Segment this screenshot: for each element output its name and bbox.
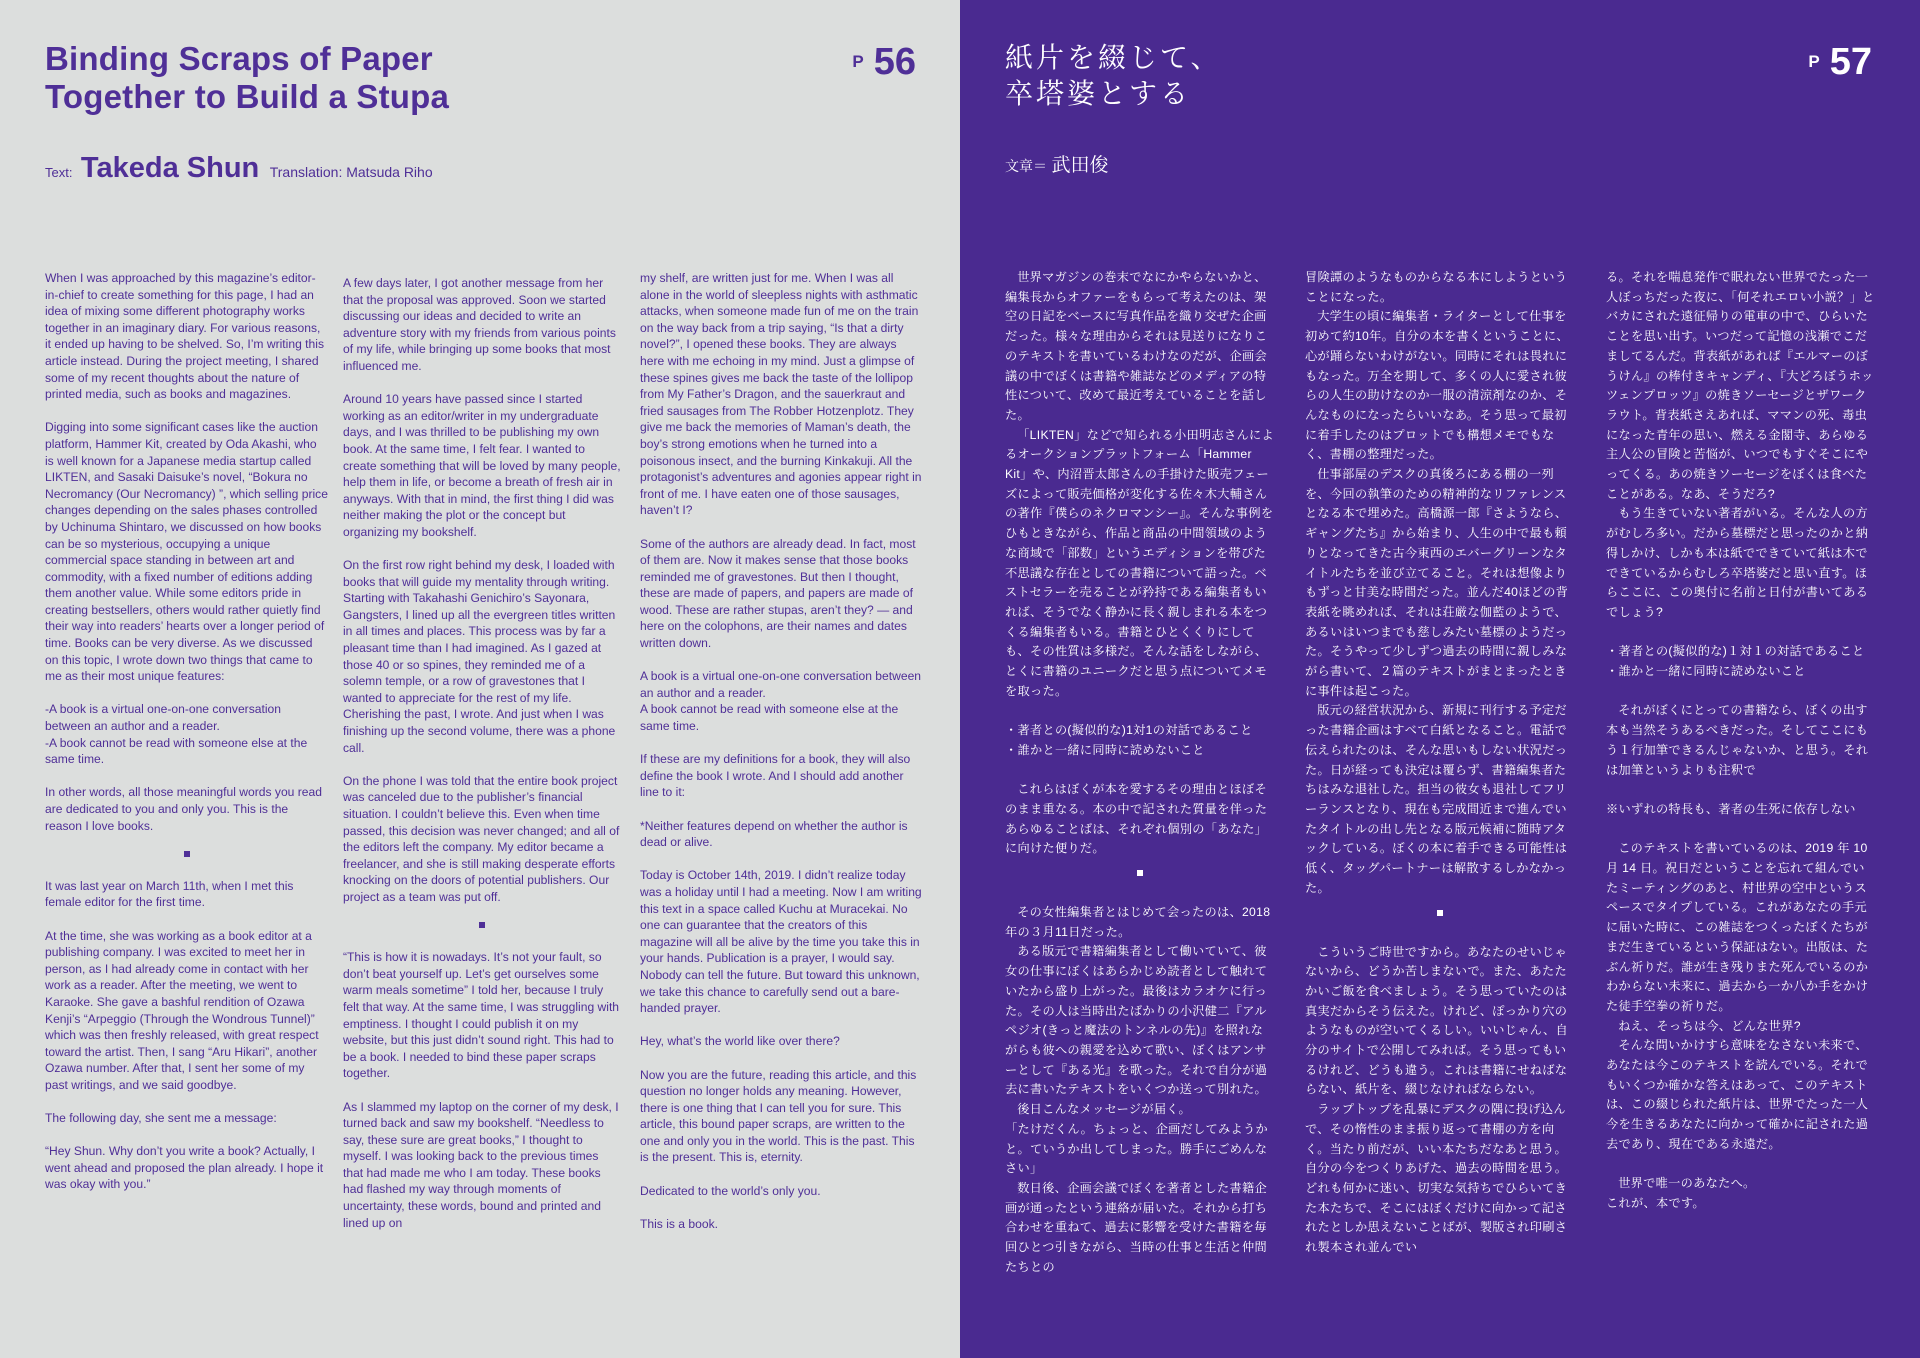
title-line-1: Binding Scraps of Paper: [45, 40, 433, 77]
paragraph: my shelf, are written just for me. When I was all alone in the world of sleepless nights with asthmatic attacks, when someone made fun of me on the train on the way back from a trip saying, “Is that a dirty novel?”, I opened these books. They are always here with me echoing in my mind. Just a glimpse of these spines gives me back the taste of the lollipop from My Father’s Dragon, and the sauerkraut and fried sausages from The Robber Hotzenplotz. They give me back the memories of Maman’s death, the boy’s strong emotions when he turned into a poisonous insect, and the burning Kinkakuji. All the protagonist’s adventures and agonies appear right in front of me. I have eaten one of those sausages, haven’t I?: [640, 271, 922, 518]
paragraph: 仕事部屋のデスクの真後ろにある棚の一列を、今回の執筆のための精神的なリファレンスとなる本で埋めた。高橋源一郎『さようなら、ギャングたち』から始まり、人生の中で最も頼りとなってきた古今東西のエバーグリーンなタイトルたちを並び立てること。それは想像よりもずっと甘美な時間だった。並んだ40ほどの背表紙を眺めれば、それは荘厳な伽藍のようで、あるいはいつまでも慈しみたい墓標のようだった。そうやって少しずつ過去の時間に親しみながら書いて、２篇のテキストがまとまったときに事件は起こった。: [1305, 467, 1569, 698]
paragraph: Today is October 14th, 2019. I didn’t realize today was a holiday until I had a meeting. Now I am writing this text in a space called Kuchu at Muracekai. No one can guarantee that the creators of this magazine will all be alive by the time you take this in your hands. Publication is a prayer, I would say. Nobody can tell the future. But toward this unknown, we take this chance to carefully send out a bare-handed prayer.: [640, 868, 922, 1016]
section-separator: [479, 922, 485, 928]
title-line-2: Together to Build a Stupa: [45, 78, 450, 115]
paragraph: Around 10 years have passed since I started working as an editor/writer in my undergraduate days, and I was thrilled to be publishing my own book. At the same time, I felt fear. I wanted to create something that will be loved by many people, help them in life, or become a breath of fresh air in anyways. With that in mind, the first thing I did was neither making the plot or the concept but organizing my bookshelf.: [343, 392, 621, 539]
page-number-value: 57: [1829, 41, 1872, 83]
paragraph: In other words, all those meaningful words you read are dedicated to you and only you. This is the reason I love books.: [45, 785, 322, 833]
text-label: 文章＝: [1005, 158, 1047, 174]
paragraph: If these are my definitions for a book, they will also define the book I wrote. And I should add another line to it:: [640, 752, 911, 800]
feature-list: A book is a virtual one-on-one conversation between an author and a reader. A book cannot be read with someone else at the same time.: [640, 669, 922, 734]
paragraph: 「LIKTEN」などで知られる小田明志さんによるオークションプラットフォーム「Hammer Kit」や、内沼晋太郎さんの手掛けた販売フェーズによって販売価格が変化する佐々木大輔さんの著作『僕らのネクロマンシー』。そんな事例をひもときながら、作品と商品の中間領域のような商域で「部数」というエディションを帯びた不思議な存在としての書籍について語った。ベストセラーを売ることが矜持である編集者もいれば、そうでなく静かに長く親しまれる本をつくる編集者もいる。書籍とひとくくりにしても、その性質は多様だ。そんな話をしながら、とくに書籍のユニークだと思う点についてメモを取った。: [1005, 427, 1274, 698]
section-separator: [1437, 910, 1443, 916]
paragraph: Digging into some significant cases like the auction platform, Hammer Kit, created by Oda Akashi, who is well known for a Japanese media startup called LIKTEN, and Sasaki Daisuke’s novel, “Bokura no Necromancy (Our Necromancy) ”, which selling price changes depending on the sales phases controlled by Uchinuma Shintaro, we discussed on how books can be so mysterious, occupying a unique commercial space standing in between art and commodity, with a fixed number of editions adding them another value. While some editors pride in creating bestsellers, others would rather quietly find their way into readers’ hearts over a longer period of time. Books can be very diverse. As we discussed on this topic, I wrote down two things that came to me as their most unique features:: [45, 420, 328, 684]
paragraph: る。それを喘息発作で眠れない世界でたった一人ぼっちだった夜に、「何それエロい小説？」とバカにされた遠征帰りの電車の中で、ひらいたことを思い出す。いつだって記憶の浅瀬でこだましてるんだ。背表紙があれば『エルマーのぼうけん』の棒付きキャンディ、『大どろぼうホッツェンプロッツ』の焼きソーセージとザワークラウト。背表紙さえあれば、ママンの死、毒虫になった青年の思い、燃える金閣寺、あらゆる主人公の冒険と苦悩が、いつでもすぐそこにやってくる。あの焼きソーセージをぼくは食べたことがある。なあ、そうだろ?: [1606, 270, 1875, 501]
paragraph: このテキストを書いているのは、2019 年 10 月 14 日。祝日だということを忘れて組んでいたミーティングのあと、村世界の空中というスペースでタイプしている。これがあなたの手元に届いた時に、この雑誌をつくったぼくたちがまだ生きているという保証はない。出版は、たぶん祈りだ。誰が生き残りまた死んでいるのかわからない未来に、過去から一か八か手をかけた徒手空拳の祈りだ。: [1606, 841, 1869, 1013]
feature-list: ・著者との(擬似的な)１対１の対話であること ・誰かと一緒に同時に読めないこと: [1606, 644, 1865, 679]
paragraph: 「たけだくん。ちょっと、企画だしてみようかと。ていうか出してしまった。勝手にごめんなさい」: [1005, 1121, 1268, 1176]
translation-credit: Translation: Matsuda Riho: [269, 164, 433, 180]
paragraph: At the time, she was working as a book editor at a publishing company. I was excited to meet her in person, as I had already come in contact with her work as a reader. After the meeting, we went to Karaoke. She gave a bashful rendition of Ozawa Kenji’s “Arpeggio (Through the Wondrous Tunnel)” which was then freshly released, with great respect toward the artist. Then, I sang “Aru Hikari”, another Ozawa number. After that, I sent her some of my past writings, and we said goodbye.: [45, 928, 319, 1092]
page-number-56: [852, 42, 916, 82]
title-line-1: 紙片を綴じて、: [1005, 42, 1222, 73]
text-column-2: [343, 270, 621, 1248]
text-label: Text:: [45, 165, 73, 180]
paragraph: Now you are the future, reading this article, and this question no longer holds any meaning. However, there is one thing that I can tell you for sure. This article, this bound paper scraps, are written to the one and only you in the world. This is the past. This is the present. This is, eternity.: [640, 1067, 917, 1165]
jp-column-3: [1606, 268, 1876, 1214]
credit-line-jp: [1005, 150, 1108, 177]
section-separator: [1137, 870, 1143, 876]
paragraph: On the phone I was told that the entire book project was canceled due to the publisher’s financial situation. I couldn’t believe this. Even when time passed, this decision was never changed; and all of the editors left the company. My editor became a freelancer, and she is still making desperate efforts knocking on the doors of potential publishers. Our project as a team was put off.: [343, 773, 620, 904]
article-title-en: [45, 40, 765, 116]
page-number-57: [1808, 42, 1872, 82]
page-number-value: 56: [873, 41, 916, 83]
paragraph: こういうご時世ですから。あなたのせいじゃないから、どうか苦しまないで。また、あたたかいご飯を食べましょう。そう思っていたのは真実だからそう伝えた。けれど、ぽっかり穴のようなものが空いてくるしい。いいじゃん、自分のサイトで公開してみれば。そう思ってもいるけれど、どうも違う。これは書籍にせねばならない、紙片を、綴じなければならない。: [1305, 944, 1568, 1097]
paragraph: そんな問いかけすら意味をなさない未来で、あなたは今このテキストを読んでいる。それでもいくつか確かな答えはあって、このテキストは、この綴じられた紙片は、世界でたった一人今を生きるあなたに向かって確かに記された過去であり、現在である永遠だ。: [1606, 1038, 1869, 1151]
text-column-1: [45, 270, 328, 1210]
paragraph: Hey, what’s the world like over there?: [640, 1034, 840, 1049]
paragraph: ねえ、そっちは今、どんな世界?: [1618, 1018, 1801, 1033]
paragraph: 後日こんなメッセージが届く。: [1017, 1102, 1192, 1117]
note: *Neither features depend on whether the author is dead or alive.: [640, 818, 908, 850]
paragraph: “This is how it is nowadays. It’s not your fault, so don’t beat yourself up. Let’s get ourselves some warm meals sometime” I told her, because I truly felt that way. At the same time, I was struggling with emptiness. I thought I could publish it on my website, but this just didn’t sound right. This had to be a book. I needed to bind these paper scraps together.: [343, 950, 620, 1081]
paragraph: On the first row right behind my desk, I loaded with books that will guide my mentality through writing. Starting with Takahashi Genichiro’s Sayonara, Gangsters, I lined up all the evergreen titles written in all times and places. This process was by far a pleasant time than I had imagined. As I gazed at those 40 or so spines, they reminded me of a solemn temple, or a row of gravestones that I wanted to appreciate for the rest of my life. Cherishing the past, I wrote. And just when I was finishing up the second volume, there was a phone call.: [343, 558, 616, 755]
right-page: [960, 0, 1920, 1358]
paragraph: その女性編集者とはじめて会ったのは、2018年の３月11日だった。: [1005, 905, 1271, 939]
paragraph: It was last year on March 11th, when I met this female editor for the first time.: [45, 878, 294, 910]
paragraph: 数日後、企画会議でぼくを著者とした書籍企画が通ったという連絡が届いた。それから打ち合わせを重ねて、過去に影響を受けた書籍を毎回ひとつ引きながら、当時の仕事と生活と仲間たちとの: [1005, 1180, 1268, 1274]
feature-list: ・著者との(擬似的な)1対1の対話であること ・誰かと一緒に同時に読めないこと: [1005, 723, 1253, 757]
paragraph: Some of the authors are already dead. In fact, most of them are. Now it makes sense that those books reminded me of gravestones. But then I thought, these are made of papers, and papers are made of wood. These are rather stupas, aren’t they? — and here on the colophons, are their names and dates written down.: [640, 536, 916, 651]
feature-list: -A book is a virtual one-on-one conversation between an author and a reader. -A book cannot be read with someone else at the same time.: [45, 702, 308, 767]
jp-column-2: [1305, 268, 1575, 1258]
paragraph: A few days later, I got another message from her that the proposal was approved. Soon we started discussing our ideas and decided to write an adventure story with my friends from various points of my life, while bringing up some books that most influenced me.: [343, 276, 616, 373]
text-column-3: [640, 270, 922, 1249]
paragraph: ラップトップを乱暴にデスクの隅に投げ込んで、その惰性のまま振り返って書棚の方を向く。当たり前だが、いい本たちだなあと思う。自分の今をつくりあげた、過去の時間を思う。どれも何かに迷い、切実な気持ちでひらいてきた本たちで、そこにはぼくだけに向かって記されたとしか思えないことばが、製版され印刷され製本され並んでい: [1305, 1102, 1568, 1255]
author-name: 武田俊: [1051, 155, 1109, 176]
paragraph: それがぼくにとっての書籍なら、ぼくの出す本も当然そうあるべきだった。そしてここにもう１行加筆できるんじゃないか、と思う。それは加筆というよりも注釈で: [1606, 703, 1869, 777]
note: ※いずれの特長も、著者の生死に依存しない: [1606, 801, 1856, 816]
paragraph: The following day, she sent me a message:: [45, 1111, 277, 1126]
paragraph: Dedicated to the world’s only you.: [640, 1183, 821, 1198]
page-prefix: P: [852, 52, 864, 71]
page-prefix: P: [1808, 52, 1820, 71]
paragraph: 版元の経営状況から、新規に刊行する予定だった書籍企画はすべて白紙となること。電話で伝えられたのは、そんな思いもしない状況だった。日が経っても決定は覆らず、書籍編集者たちはみな退社した。担当の彼女も退社してフリーランスとなり、現在も完成間近まで進んでいたタイトルの出し先となる版元候補に随時アタックしている。ぼくの本に着手できる可能性は低く、タッグパートナーは解散するしかなかった。: [1305, 703, 1568, 895]
paragraph: 冒険譚のようなものからなる本にしようということになった。: [1305, 270, 1568, 304]
closing-lines: 世界で唯一のあなたへ。 これが、本です。: [1606, 1176, 1756, 1210]
paragraph: ある版元で書籍編集者として働いていて、彼女の仕事にぼくはあらかじめ読者として触れていたから盛り上がった。最後はカラオケに行った。その人は当時出たばかりの小沢健二『アルペジオ(きっと魔法のトンネルの先)』を照れながらも彼への親愛を込めて歌い、ぼくはアンサーとして『ある光』を歌った。それで自分が過去に書いたテキストをいくつか送って別れた。: [1005, 944, 1268, 1097]
paragraph: “Hey Shun. Why don’t you write a book? Actually, I went ahead and proposed the plan already. I hope it was okay with you.”: [45, 1144, 324, 1192]
paragraph: 大学生の頃に編集者・ライターとして仕事を初めて約10年。自分の本を書くということに、心が踊らないわけがない。同時にそれは畏れにもなった。万全を期して、多くの人に愛され彼らの人生の助けなのか一服の清涼剤なのか、そんなものになったらいいなあ。そう思って最初に着手したのはプロットでも構想メモでもなく、書棚の整理だった。: [1305, 309, 1569, 462]
author-name: Takeda Shun: [80, 152, 260, 184]
paragraph: これらはぼくが本を愛するその理由とほぼそのまま重なる。本の中で記された質量を伴ったあらゆることばは、それぞれ個別の「あなた」に向けた便りだ。: [1005, 782, 1268, 856]
section-separator: [184, 851, 190, 857]
paragraph: When I was approached by this magazine’s editor-in-chief to create something for this page, I had an idea of mixing some different photography works together in an imaginary diary. For various reasons, it ended up having to be shelved. So, I’m writing this article instead. During the project meeting, I shared some of my recent thoughts about the nature of printed media, such as books and magazines.: [45, 271, 324, 402]
paragraph: 世界マガジンの巻末でなにかやらないかと、編集長からオファーをもらって考えたのは、架空の日記をベースに写真作品を織り交ぜた企画だった。様々な理由からそれは見送りになりこのテキストを書いているわけなのだが、企画会議の中でぼくは書籍や雑誌などのメディアの特性について、改めて最近考えていることを話した。: [1005, 270, 1268, 422]
paragraph: As I slammed my laptop on the corner of my desk, I turned back and saw my bookshelf. “Needless to say, these sure are great books,” I thought to myself. I was looking back to the previous times that had made me who I am today. These books had flashed my way through moments of uncertainty, these words, bound and printed and lined up on: [343, 1099, 619, 1230]
paragraph: This is a book.: [640, 1216, 718, 1231]
credit-line-en: [45, 152, 433, 185]
article-title-jp: [1005, 40, 1221, 112]
title-line-2: 卒塔婆とする: [1005, 78, 1192, 109]
jp-column-1: [1005, 268, 1275, 1277]
paragraph: もう生きていない著者がいる。そんな人の方がむしろ多い。だから墓標だと思ったのかと納得しかけ、しかも本は紙でできていて紙は木でできているからむしろ卒塔婆だと思い直す。ほらここに、この奥付に名前と日付が書いてあるでしょう?: [1606, 506, 1869, 619]
